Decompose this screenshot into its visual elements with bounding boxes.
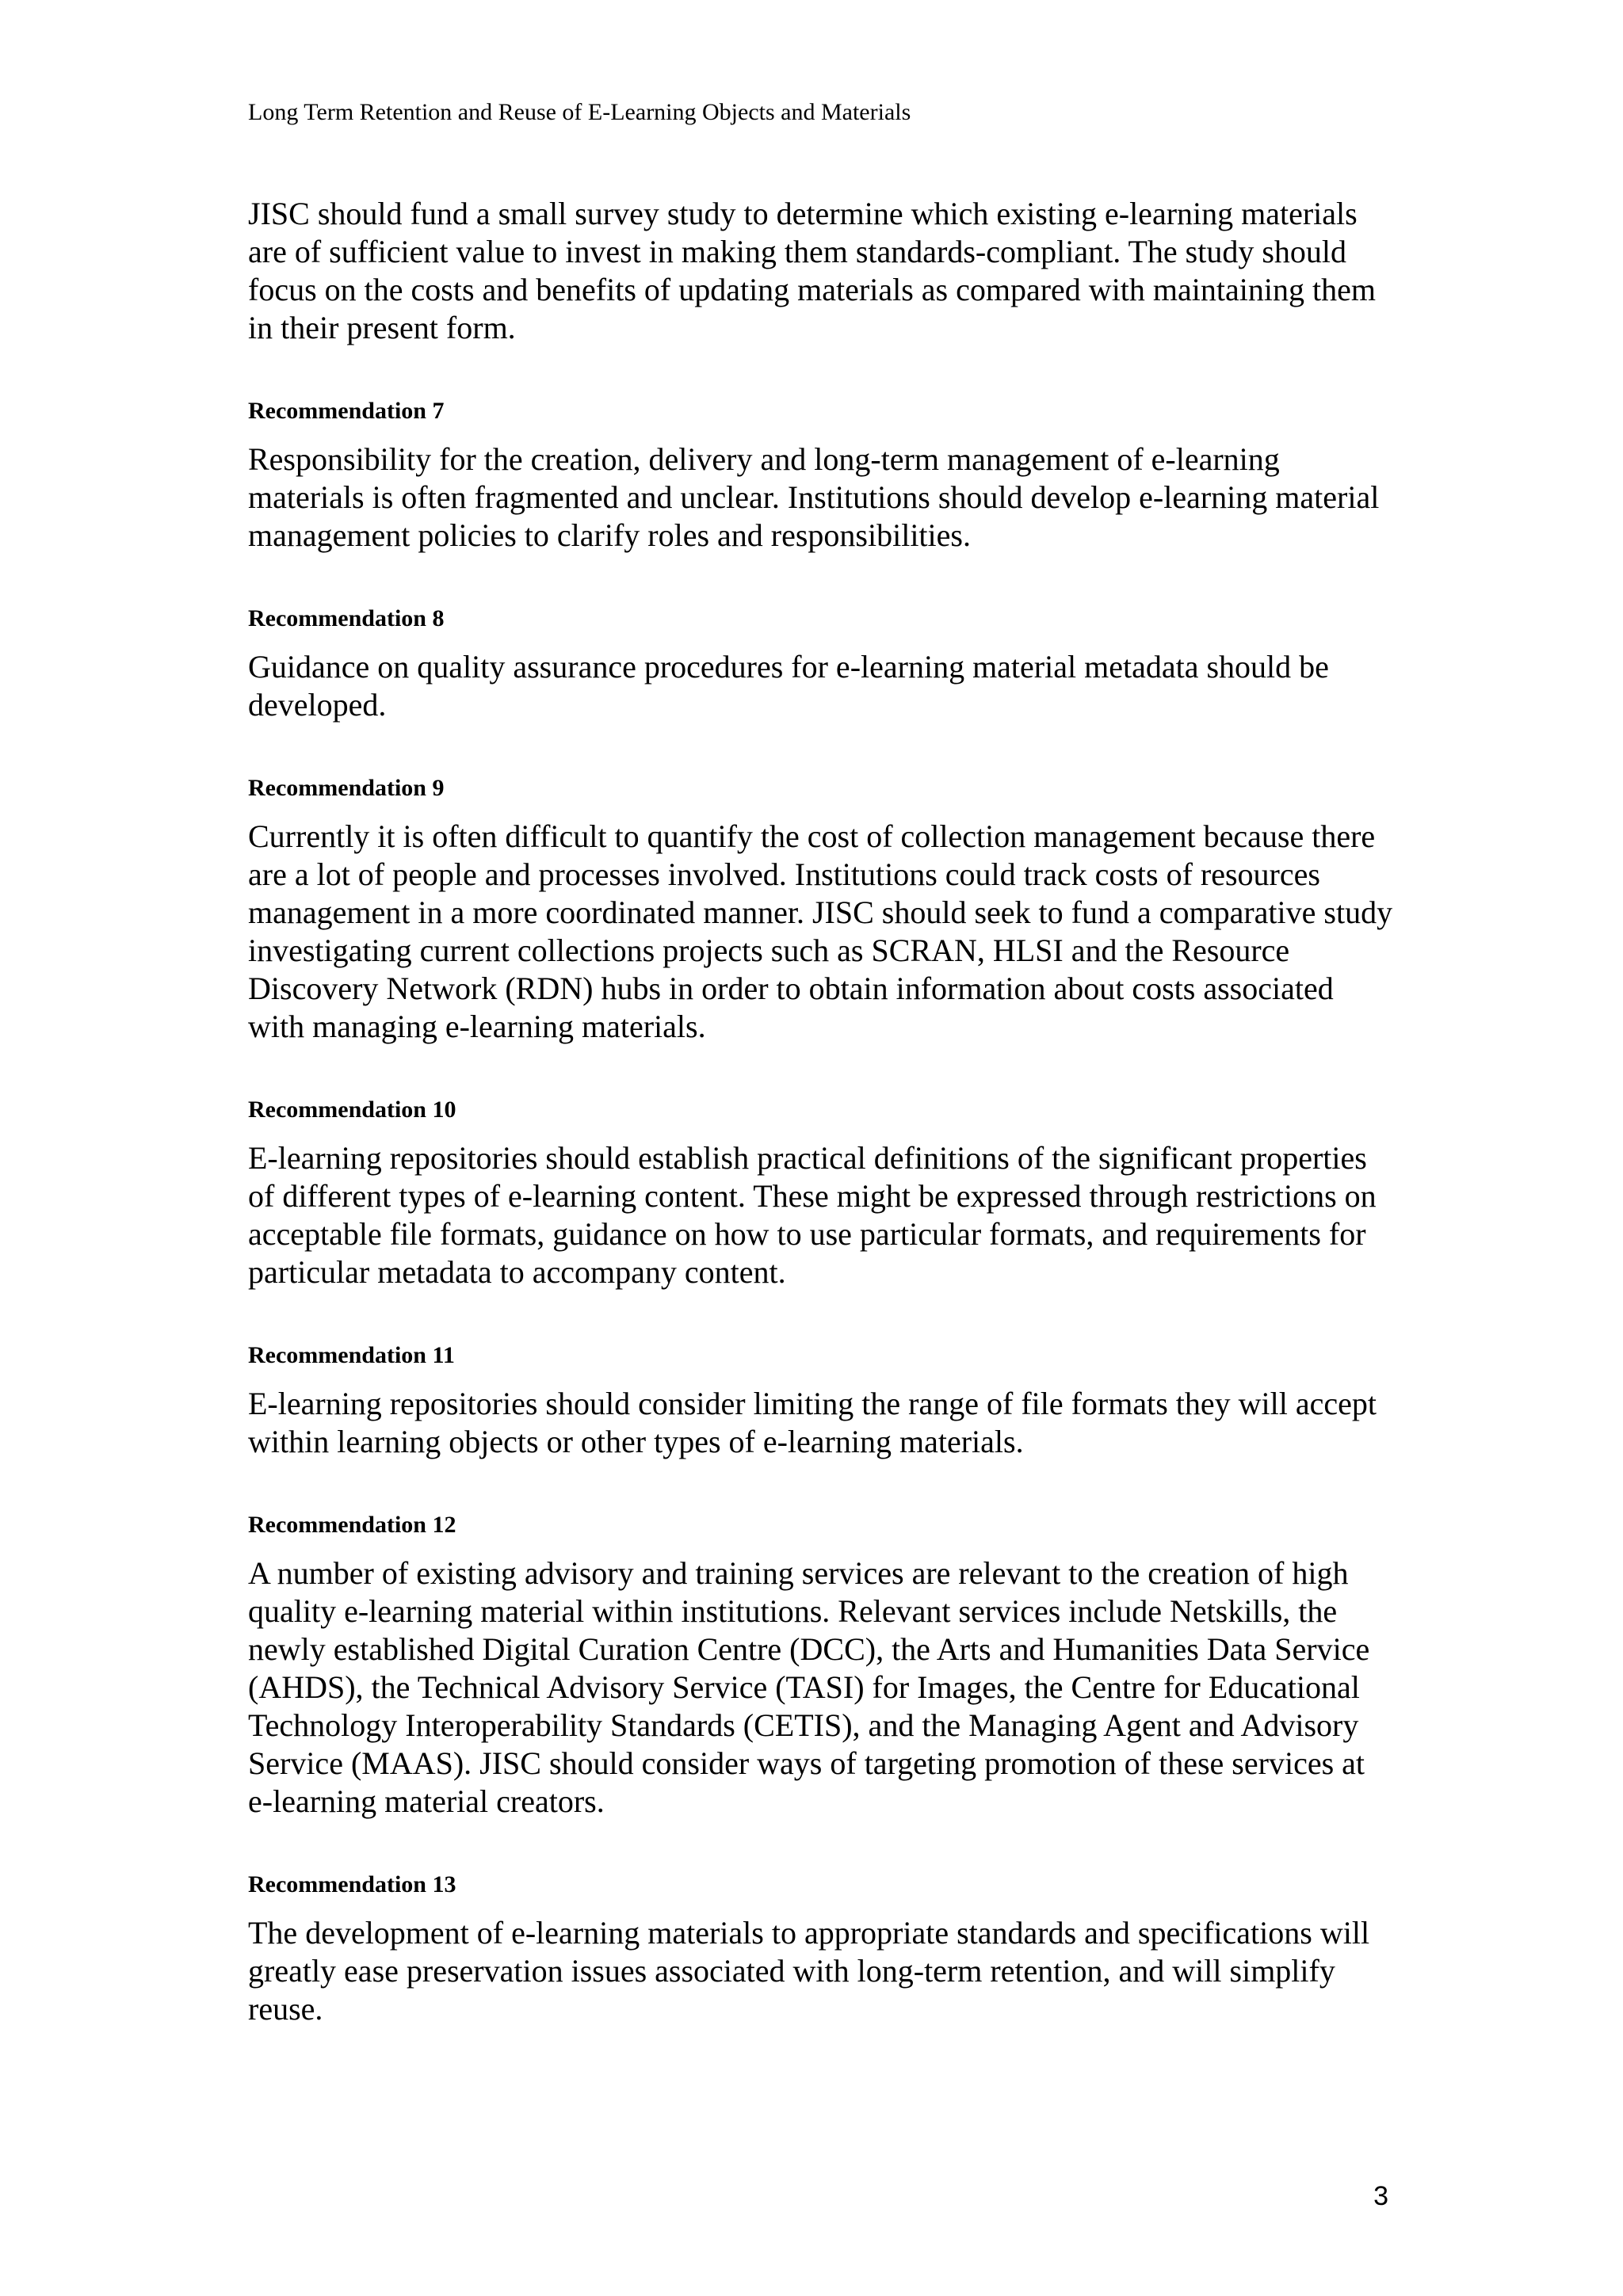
recommendation-text: Currently it is often difficult to quantify the cost of collection management because there are a lot of people and processes involved. Institutions could track costs of resources management in a more coordinated manner. JISC should seek to fund a comparative study investigating current collections projects such as SCRAN, HLSI and the Resource Discovery Network (RDN) hubs in order to obtain information about costs associated with managing e-learning materials. xyxy=(248,818,1393,1044)
recommendation-10 xyxy=(248,1094,1397,1291)
recommendation-text: Guidance on quality assurance procedures for e-learning material metadata should be developed. xyxy=(248,649,1329,723)
recommendation-heading: Recommendation 12 xyxy=(248,1512,456,1538)
recommendation-text: The development of e-learning materials to appropriate standards and specifications will greatly ease preservation issues associated with long-term retention, and will simplify reuse. xyxy=(248,1915,1370,2027)
running-header: Long Term Retention and Reuse of E-Learning Objects and Materials xyxy=(248,99,911,125)
recommendation-8 xyxy=(248,603,1397,724)
recommendation-text: E-learning repositories should consider limiting the range of file formats they will accept within learning objects or other types of e-learning materials. xyxy=(248,1386,1377,1459)
recommendation-heading: Recommendation 13 xyxy=(248,1871,456,1897)
recommendation-13 xyxy=(248,1869,1397,2028)
intro-paragraph: JISC should fund a small survey study to determine which existing e-learning materials are of sufficient value to invest in making them standards-compliant. The study should focus on the costs and benefits of updating materials as compared with maintaining them in their present form. xyxy=(248,196,1376,345)
page-number: 3 xyxy=(1373,2181,1388,2211)
recommendation-text: E-learning repositories should establish practical definitions of the significant properties of different types of e-learning content. These might be expressed through restrictions on acceptable file formats, guidance on how to use particular formats, and requirements for particular metadata to accompany content. xyxy=(248,1140,1377,1290)
recommendation-12 xyxy=(248,1509,1397,1821)
recommendation-heading: Recommendation 8 xyxy=(248,605,445,631)
recommendation-text: A number of existing advisory and training services are relevant to the creation of high quality e-learning material within institutions. Relevant services include Netskills, the newly established Digital Curation Centre (DCC), the Arts and Humanities Data Service (AHDS), the Technical Advisory Service (TASI) for Images, the Centre for Educational Technology Interoperability Standards (CETIS), and the Managing Agent and Advisory Service (MAAS). JISC should consider ways of targeting promotion of these services at e-learning material creators. xyxy=(248,1555,1370,1819)
recommendation-11 xyxy=(248,1340,1397,1461)
recommendation-text: Responsibility for the creation, delivery and long-term management of e-learning materials is often fragmented and unclear. Institutions should develop e-learning material management policies to clarify roles and responsibilities. xyxy=(248,441,1380,553)
recommendation-heading: Recommendation 9 xyxy=(248,775,445,801)
recommendation-7 xyxy=(248,395,1397,555)
recommendation-heading: Recommendation 10 xyxy=(248,1097,456,1123)
document-body xyxy=(248,195,1397,2077)
recommendation-heading: Recommendation 7 xyxy=(248,398,445,424)
recommendation-9 xyxy=(248,772,1397,1046)
recommendation-heading: Recommendation 11 xyxy=(248,1342,455,1368)
